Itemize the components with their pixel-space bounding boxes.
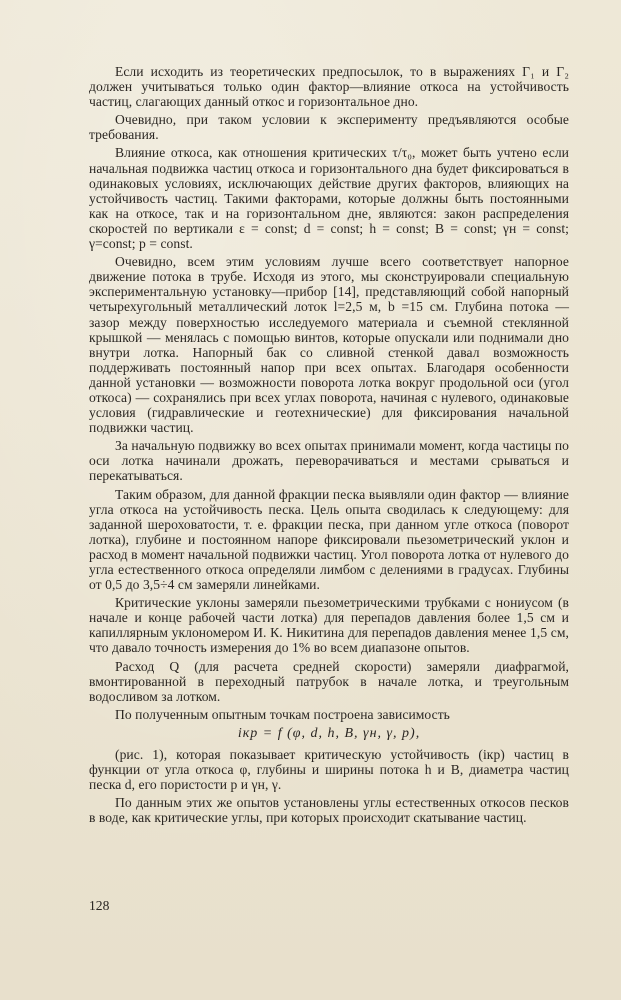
paragraph: По полученным опытным точкам построена зависимость [115,706,450,722]
paragraph: Влияние откоса, как отношения критических τ/τ₀, может быть учтено если начальная подвижка частиц откоса и горизонтального дна будет фиксироваться в одинаковых условиях, исключающих действие других факторов, влияющих на устойчивость частиц. Такими факторами, которые должны быть постоянными как на откосе, так и на горизонтальном дне, являются: закон распределения скоростей по вертикали ε = const; d = const; h = const; B = const; γн = const; γ=const; p = const. [89,145,569,252]
formula: iкр = f (φ, d, h, B, γн, γ, p), [237,725,421,741]
body-text [89,64,569,829]
paragraph: Если исходить из теоретических предпосылок, то в выражениях Γ₁ и Γ₂ должен учитываться только один фактор—влияние откоса на устойчивость частиц, слагающих данный откос и горизонтальное дно. [89,64,569,110]
paragraph: Расход Q (для расчета средней скорости) замеряли диафрагмой, вмонтированной в переходный патрубок в начале лотка, и треугольным водосливом за лотком. [89,658,569,704]
paragraph: Очевидно, всем этим условиям лучше всего соответствует напорное движение потока в трубе. Исходя из этого, мы сконструировали специальную экспериментальную установку—прибор [14], представляющий собой напорный четырехугольный металлический лоток l=2,5 м, b =15 см. Глубина потока — зазор между поверхностью исследуемого материала и съемной стеклянной крышкой — менялась с помощью винтов, которые опускали или поднимали дно внутри лотка. Напорный бак со сливной стенкой давал возможность поддерживать постоянный напор при всех опытах. Благодаря особенности данной установки — возможности поворота лотка вокруг продольной оси (угол откоса) — сохранялись при всех углах поворота, начиная с нулевого, одинаковые условия (гидравлические и геотехнические) для фиксирования начальной подвижки частиц. [89,254,569,436]
page-number: 128 [89,898,110,913]
paragraph: Критические уклоны замеряли пьезометрическими трубками с нониусом (в начале и конце рабочей части лотка) для перепадов давления более 1,5 см и капиллярным уклономером И. К. Никитина для перепадов давления менее 1,5 см, что давало точность измерения до 1% во всем диапазоне опытов. [89,595,569,656]
paragraph: За начальную подвижку во всех опытах принимали момент, когда частицы по оси лотка начинали дрожать, переворачиваться и местами срываться и перекатываться. [89,438,569,484]
paragraph: По данным этих же опытов установлены углы естественных откосов песков в воде, как критические углы, при которых происходит скатывание частиц. [89,795,569,826]
paragraph: Очевидно, при таком условии к эксперименту предъявляются особые требования. [89,112,569,143]
paragraph: (рис. 1), которая показывает критическую устойчивость (iкр) частиц в функции от угла откоса φ, глубины и ширины потока h и B, диаметра частиц песка d, его пористости p и γн, γ. [89,747,569,793]
paragraph: Таким образом, для данной фракции песка выявляли один фактор — влияние угла откоса на устойчивость песка. Цель опыта сводилась к следующему: для заданной шероховатости, т. е. фракции песка, при данном угле откоса (поворот лотка), глубине и постоянном напоре фиксировали пьезометрический уклон и расход в момент начальной подвижки частиц. Угол поворота лотка от нулевого до угла естественного откоса определяли лимбом с делениями в градусах. Глубины от 0,5 до 3,5÷4 см замеряли линейками. [89,486,569,593]
